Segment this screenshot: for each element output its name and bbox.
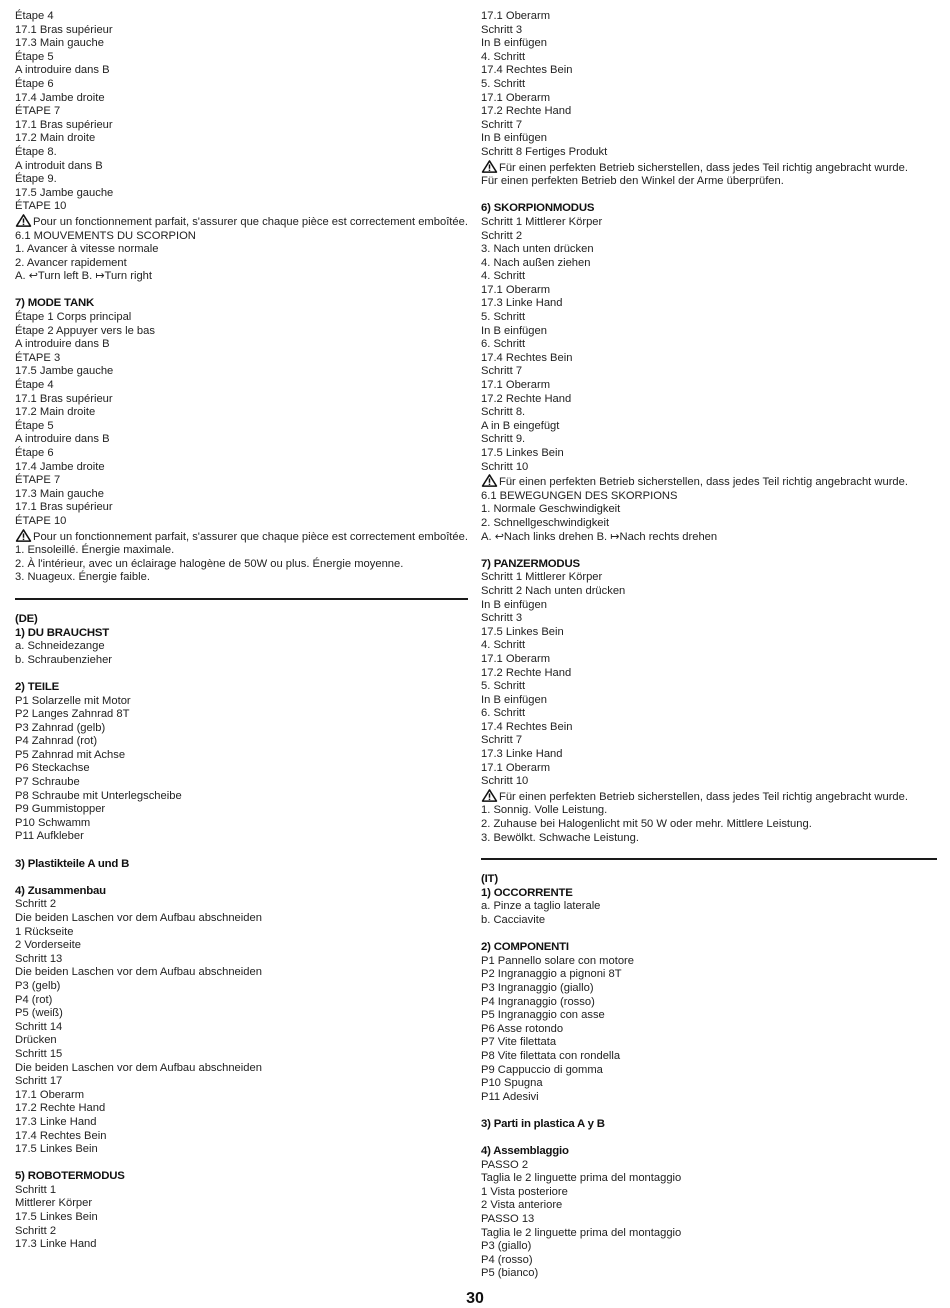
turn-left-text: Turn left [37,270,82,283]
left-column [15,10,468,1252]
section-divider [15,598,468,600]
text-line: 3. Nach unten drücken [481,243,594,256]
text-line: 17.1 Oberarm [481,91,551,104]
text-line: 1 Rückseite [15,925,74,938]
turn-left-text: Nach links drehen [503,530,597,543]
text-line: A in B eingefügt [481,419,560,432]
right-column [481,10,937,1281]
text-line: Schritt 2 [15,1224,57,1237]
text-line: 2 Vista anteriore [481,1199,563,1212]
text-line: 3. Nuageux. Énergie faible. [15,571,150,584]
text-line: Étape 6 [15,77,54,90]
text-line: P5 Zahnrad mit Achse [15,748,126,761]
section-heading: 7) PANZERMODUS [481,557,580,570]
text-line: Die beiden Laschen vor dem Aufbau abschneiden [15,966,262,979]
text-line: P10 Spugna [481,1077,543,1090]
text-line: P2 Langes Zahnrad 8T [15,708,130,721]
text-line: 4. Schritt [481,50,526,63]
warning-note [15,214,468,230]
text-line: ÉTAPE 10 [15,200,67,213]
text-line: P8 Schraube mit Unterlegscheibe [15,789,182,802]
warning-note [481,474,937,490]
text-line: P4 Zahnrad (rot) [15,735,98,748]
spacer [15,284,468,298]
text-line: P3 Ingranaggio (giallo) [481,981,594,994]
text-line: P5 (weiß) [15,1007,63,1020]
text-line: P5 (bianco) [481,1267,539,1280]
text-line: 17.5 Linkes Bein [15,1143,98,1156]
text-line: ÉTAPE 3 [15,351,61,364]
text-line: Étape 5 [15,419,54,432]
text-line: Mittlerer Körper [15,1197,93,1210]
text-line: 17.4 Jambe droite [15,460,105,473]
spacer [481,1132,937,1146]
text-line: 17.5 Linkes Bein [15,1211,98,1224]
text-line: 1 Vista posteriore [481,1185,568,1198]
text-line: Schritt 9. [481,433,526,446]
text-line: ÉTAPE 10 [15,514,67,527]
text-line: 17.5 Linkes Bein [481,447,564,459]
turn-label-b: B. [81,270,96,283]
text-line: b. Cacciavite [481,914,546,926]
text-line: 17.3 Main gauche [15,487,104,500]
text-line: 17.5 Jambe gauche [15,186,114,199]
text-line: 2 Vorderseite [15,939,81,952]
spacer [481,189,937,203]
text-line: 1. Avancer à vitesse normale [15,243,159,256]
text-line: Schritt 2 [15,898,57,911]
text-line: 2. Avancer rapidement [15,256,127,269]
text-line: In B einfügen [481,324,547,337]
text-line: 17.1 Oberarm [481,761,551,774]
text-line: P6 Asse rotondo [481,1022,564,1035]
text-line: Étape 4 [15,379,54,392]
text-line: P7 Vite filettata [481,1036,557,1049]
text-line: 17.4 Rechtes Bein [481,351,573,364]
turn-label-b: B. [596,530,611,543]
warning-text: Für einen perfekten Betrieb sicherstellen, dass jedes Teil richtig angebracht wurde. [499,476,908,489]
spacer [15,844,468,858]
text-line: 6.1 BEWEGUNGEN DES SKORPIONS [481,489,678,502]
text-line: 17.1 Oberarm [481,652,551,665]
text-line: Die beiden Laschen vor dem Aufbau abschneiden [15,1061,262,1074]
text-line: Schritt 15 [15,1047,63,1060]
text-line: A introduire dans B [15,338,110,351]
turn-directions [481,531,937,545]
text-line: 1. Ensoleillé. Énergie maximale. [15,544,175,557]
text-line: P6 Steckachse [15,762,90,775]
text-line: Taglia le 2 linguette prima del montaggio [481,1226,682,1239]
warning-text: Pour un fonctionnement parfait, s'assurer que chaque pièce est correctement emboîtée. [33,530,468,543]
text-line: Étape 5 [15,50,54,63]
text-line: Schritt 3 [481,612,523,625]
section-heading: 6) SKORPIONMODUS [481,202,595,215]
turn-right-text: Nach rechts drehen [619,530,718,543]
text-line: 1. Sonnig. Volle Leistung. [481,804,608,817]
text-line: 17.5 Jambe gauche [15,365,114,378]
text-line: Schritt 10 [481,460,529,473]
text-line: P11 Aufkleber [15,830,84,843]
text-line: 5. Schritt [481,77,526,90]
turn-label-a: A. [481,530,495,543]
text-line: P9 Cappuccio di gomma [481,1063,603,1076]
warning-note [15,529,468,545]
text-line: P7 Schraube [15,776,80,789]
text-line: Schritt 7 [481,365,523,378]
warning-triangle-icon [481,789,498,802]
section-heading: (DE) [15,612,38,625]
warning-triangle-icon [15,529,32,542]
text-line: Schritt 1 Mittlerer Körper [481,215,603,228]
turn-left-arrow-icon: ↩ [28,270,38,283]
text-line: ÉTAPE 7 [15,474,61,487]
text-line: Schritt 14 [15,1020,63,1033]
section-heading: (IT) [481,873,498,886]
warning-note [481,789,937,805]
text-line: Schritt 1 [15,1183,57,1196]
text-line: Étape 2 Appuyer vers le bas [15,324,155,337]
text-line: 17.2 Main droite [15,132,96,145]
text-line: Schritt 1 Mittlerer Körper [481,571,603,584]
text-line: 17.3 Linke Hand [15,1238,97,1251]
turn-directions [15,270,468,284]
text-line: 17.2 Rechte Hand [481,666,572,679]
text-line: 17.4 Rechtes Bein [481,64,573,77]
text-line: P4 Ingranaggio (rosso) [481,995,595,1008]
text-line: 2. À l'intérieur, avec un éclairage halogène de 50W ou plus. Énergie moyenne. [15,557,404,570]
text-line: 17.4 Jambe droite [15,91,105,104]
text-line: Schritt 8. [481,406,526,419]
warning-note [481,160,937,176]
text-line: 17.3 Linke Hand [15,1115,97,1128]
text-line: 17.4 Rechtes Bein [481,720,573,733]
text-line: Schritt 13 [15,952,63,965]
text-line: 17.1 Bras supérieur [15,392,113,405]
text-line: 17.1 Oberarm [481,379,551,392]
text-line: 17.1 Bras supérieur [15,23,113,36]
text-line: 1. Normale Geschwindigkeit [481,503,621,516]
spacer [481,544,937,558]
section-heading: 5) ROBOTERMODUS [15,1170,125,1183]
text-line: Für einen perfekten Betrieb den Winkel der Arme überprüfen. [481,175,784,188]
text-line: Étape 6 [15,447,54,459]
text-line: In B einfügen [481,693,547,706]
text-line: ÉTAPE 7 [15,105,61,118]
text-line: 17.4 Rechtes Bein [15,1129,107,1142]
text-line: 17.1 Bras supérieur [15,501,113,514]
section-heading: 2) TEILE [15,680,59,693]
section-heading: 1) DU BRAUCHST [15,626,110,639]
text-line: 17.1 Oberarm [481,10,551,22]
text-line: Étape 8. [15,145,57,158]
spacer [481,1104,937,1118]
text-line: Die beiden Laschen vor dem Aufbau abschneiden [15,912,262,924]
text-line: Schritt 3 [481,23,523,36]
turn-label-a: A. [15,270,29,283]
text-line: In B einfügen [481,598,547,611]
text-line: Étape 9. [15,173,57,186]
warning-text: Für einen perfekten Betrieb sicherstellen, dass jedes Teil richtig angebracht wurde. [499,790,908,803]
text-line: 17.3 Main gauche [15,37,104,50]
text-line: 17.2 Rechte Hand [15,1102,106,1115]
section-heading: 1) OCCORRENTE [481,886,573,899]
spacer [15,1157,468,1171]
turn-right-arrow-icon: ↦ [610,530,620,543]
text-line: P8 Vite filettata con rondella [481,1049,621,1062]
text-line: P3 Zahnrad (gelb) [15,721,106,734]
text-line: PASSO 2 [481,1158,529,1171]
text-line: 2. Schnellgeschwindigkeit [481,516,610,529]
text-line: A introduire dans B [15,433,110,446]
turn-right-arrow-icon: ↦ [95,270,105,283]
text-line: 17.2 Main droite [15,406,96,419]
text-line: P5 Ingranaggio con asse [481,1009,605,1022]
section-heading: 7) MODE TANK [15,297,95,310]
text-line: P3 (gelb) [15,979,61,992]
text-line: 17.2 Rechte Hand [481,105,572,118]
turn-right-text: Turn right [104,270,153,283]
text-line: b. Schraubenzieher [15,653,113,666]
text-line: 4. Schritt [481,270,526,283]
text-line: 2. Zuhause bei Halogenlicht mit 50 W oder mehr. Mittlere Leistung. [481,818,812,831]
text-line: Schritt 10 [481,775,529,788]
text-line: Schritt 8 Fertiges Produkt [481,145,608,158]
text-line: Taglia le 2 linguette prima del montaggio [481,1172,682,1185]
text-line: 17.1 Oberarm [481,283,551,296]
text-line: P9 Gummistopper [15,803,106,816]
text-line: 4. Nach außen ziehen [481,256,591,269]
text-line: P3 (giallo) [481,1240,532,1253]
text-line: Étape 1 Corps principal [15,311,132,324]
text-line: 6.1 MOUVEMENTS DU SCORPION [15,229,196,242]
text-line: 4. Schritt [481,639,526,652]
text-line: Étape 4 [15,10,54,22]
spacer [15,667,468,681]
text-line: Schritt 7 [481,734,523,747]
text-line: 17.1 Oberarm [15,1088,85,1101]
text-line: In B einfügen [481,132,547,145]
text-line: 17.3 Linke Hand [481,748,563,761]
section-heading: 4) Zusammenbau [15,884,106,897]
text-line: 17.2 Rechte Hand [481,392,572,405]
section-heading: 2) COMPONENTI [481,941,569,954]
warning-triangle-icon [481,160,498,173]
text-line: 5. Schritt [481,680,526,693]
text-line: Schritt 2 Nach unten drücken [481,584,626,597]
text-line: PASSO 13 [481,1213,535,1226]
text-line: P4 (rot) [15,993,53,1006]
warning-triangle-icon [15,214,32,227]
text-line: a. Schneidezange [15,640,105,653]
section-heading: 4) Assemblaggio [481,1145,569,1158]
text-line: P10 Schwamm [15,816,91,829]
text-line: 6. Schritt [481,707,526,720]
section-heading: 3) Plastikteile A und B [15,857,130,870]
turn-left-arrow-icon: ↩ [494,530,504,543]
page-number: 30 [466,1290,484,1307]
text-line: P1 Pannello solare con motore [481,954,634,967]
warning-text: Für einen perfekten Betrieb sicherstellen, dass jedes Teil richtig angebracht wurde. [499,161,908,174]
spacer [15,871,468,885]
text-line: P11 Adesivi [481,1090,539,1103]
text-line: P4 (rosso) [481,1253,533,1266]
text-line: Drücken [15,1034,57,1047]
text-line: a. Pinze a taglio laterale [481,900,601,913]
text-line: Schritt 7 [481,118,523,131]
text-line: P2 Ingranaggio a pignoni 8T [481,968,622,981]
text-line: Schritt 17 [15,1075,63,1088]
section-divider [481,858,937,860]
warning-text: Pour un fonctionnement parfait, s'assurer que chaque pièce est correctement emboîtée. [33,215,468,228]
text-line: Schritt 2 [481,229,523,242]
spacer [481,928,937,942]
text-line: 5. Schritt [481,311,526,324]
text-line: 17.3 Linke Hand [481,297,563,310]
text-line: 17.5 Linkes Bein [481,625,564,638]
text-line: P1 Solarzelle mit Motor [15,694,131,707]
text-line: 6. Schritt [481,338,526,351]
warning-triangle-icon [481,474,498,487]
text-line: A introduit dans B [15,159,103,172]
text-line: In B einfügen [481,37,547,50]
section-heading: 3) Parti in plastica A y B [481,1117,605,1130]
text-line: 3. Bewölkt. Schwache Leistung. [481,831,639,844]
text-line: A introduire dans B [15,64,110,77]
text-line: 17.1 Bras supérieur [15,118,113,131]
